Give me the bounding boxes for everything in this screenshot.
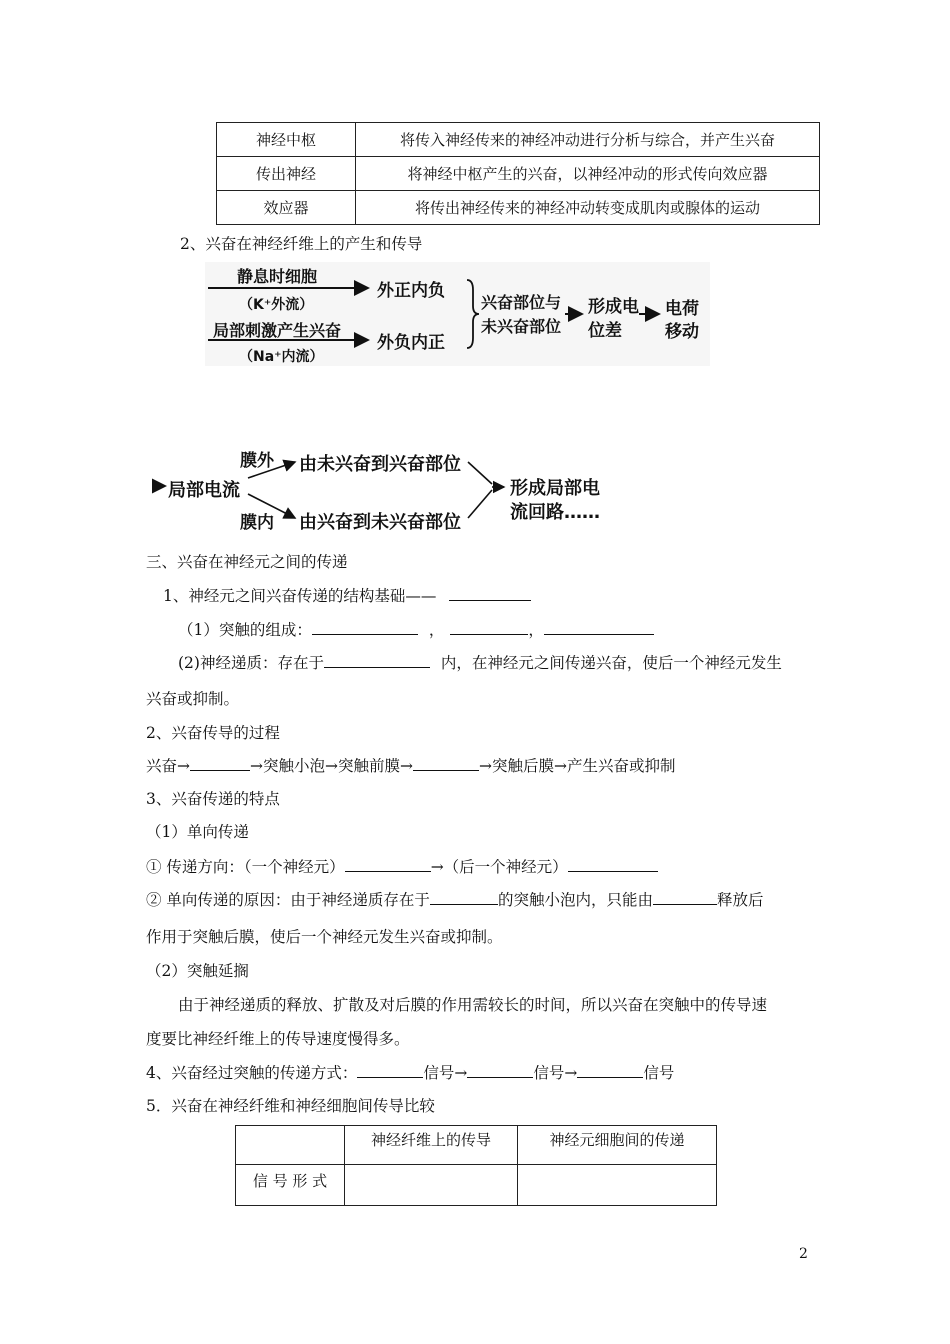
page-number: 2: [799, 1246, 808, 1262]
excited-part-label: 兴奋部位与: [481, 293, 562, 312]
process-line: [146, 754, 675, 776]
table-header: 神经元细胞间的传递: [518, 1126, 717, 1165]
separator: ，: [528, 621, 544, 639]
local-loop-label-1: 形成局部电: [510, 478, 600, 499]
question-text: 4、兴奋经过突触的传递方式：: [146, 1064, 358, 1082]
answer-blank[interactable]: [345, 856, 431, 872]
table-cell: 将神经中枢产生的兴奋，以神经冲动的形式传向效应器: [356, 157, 820, 191]
table-cell: 将传入神经传来的神经冲动进行分析与综合，并产生兴奋: [356, 123, 820, 157]
table-row: [217, 123, 820, 157]
question-line: [178, 651, 782, 673]
table-row: [217, 157, 820, 191]
potential-diff-label-1: 形成电: [588, 297, 639, 317]
table-cell: 效应器: [217, 191, 356, 225]
question-text: 兴奋或抑制。: [146, 690, 240, 708]
answer-blank[interactable]: [430, 889, 498, 905]
inside-direction-label: 由兴奋到未兴奋部位: [299, 512, 461, 533]
section-heading: 三、兴奋在神经元之间的传递: [146, 553, 348, 571]
question-text: 信号: [643, 1064, 675, 1082]
local-loop-label-2: 流回路……: [510, 502, 600, 523]
answer-blank[interactable]: [190, 755, 250, 771]
question-line: [146, 855, 658, 877]
question-line: [178, 618, 654, 640]
question-text: ① 传递方向：（一个神经元）: [146, 858, 345, 876]
paragraph-line: 由于神经递质的释放、扩散及对后膜的作用需较长的时间，所以兴奋在突触中的传导速: [178, 996, 768, 1014]
answer-blank[interactable]: [653, 889, 717, 905]
table-cell: 传出神经: [217, 157, 356, 191]
subsection-heading: （2）突触延搁: [146, 962, 249, 980]
answer-blank[interactable]: [449, 585, 531, 601]
question-line: [163, 584, 531, 606]
answer-blank[interactable]: [324, 652, 430, 668]
static-cell-label: 静息时细胞: [237, 267, 318, 286]
paragraph-line: 度要比神经纤维上的传导速度慢得多。: [146, 1030, 410, 1048]
question-line: [146, 1061, 674, 1083]
comparison-table: [235, 1125, 717, 1206]
question-text: (2)神经递质：存在于: [178, 654, 324, 672]
table-row: [217, 191, 820, 225]
answer-blank[interactable]: [544, 619, 654, 635]
answer-blank[interactable]: [450, 619, 528, 635]
answer-blank[interactable]: [577, 1062, 643, 1078]
charge-move-label-1: 电荷: [665, 299, 699, 319]
membrane-outside-label: 膜外: [240, 451, 274, 471]
question-text: →（后一个神经元）: [430, 858, 568, 876]
membrane-inside-label: 膜内: [240, 513, 274, 533]
resting-potential-label: 外正内负: [377, 281, 445, 301]
excitation-generation-diagram: [205, 262, 710, 366]
answer-cell[interactable]: [345, 1165, 518, 1206]
subsection-heading: （1）单向传递: [146, 823, 249, 841]
answer-cell[interactable]: [518, 1165, 717, 1206]
table-cell: 神经中枢: [217, 123, 356, 157]
action-potential-label: 外负内正: [377, 333, 445, 353]
question-text: 释放后: [716, 891, 764, 909]
table-row: [236, 1126, 717, 1165]
outside-direction-label: 由未兴奋到兴奋部位: [299, 454, 461, 475]
process-text: →突触后膜→产生兴奋或抑制: [478, 757, 676, 775]
section-heading: 3、兴奋传递的特点: [146, 790, 280, 808]
table-row-header: 信 号 形 式: [236, 1165, 345, 1206]
question-text: 信号→: [533, 1064, 578, 1082]
k-flow-label: （K⁺外流）: [239, 297, 314, 313]
process-text: 兴奋→: [146, 757, 190, 775]
answer-blank[interactable]: [413, 755, 479, 771]
question-text: 1、神经元之间兴奋传递的结构基础——: [163, 587, 437, 605]
answer-blank[interactable]: [357, 1062, 423, 1078]
question-text: （1）突触的组成：: [178, 621, 312, 639]
potential-diff-label-2: 位差: [588, 321, 622, 341]
table-header: 神经纤维上的传导: [345, 1126, 518, 1165]
table-cell: [236, 1126, 345, 1165]
table-cell: 将传出神经传来的神经冲动转变成肌肉或腺体的运动: [356, 191, 820, 225]
section-heading: 2、兴奋传导的过程: [146, 724, 280, 742]
separator: ，: [428, 621, 445, 639]
question-text: ② 单向传递的原因：由于神经递质存在于: [146, 891, 430, 909]
charge-move-label-2: 移动: [665, 322, 699, 342]
answer-blank[interactable]: [467, 1062, 533, 1078]
section-heading: 2、兴奋在神经纤维上的产生和传导: [180, 235, 423, 253]
local-current-label: 局部电流: [168, 480, 240, 501]
local-current-diagram: [152, 440, 622, 536]
unexcited-part-label: 未兴奋部位: [481, 317, 562, 336]
reflex-arc-table: [216, 122, 820, 225]
answer-blank[interactable]: [568, 856, 658, 872]
question-text: 作用于突触后膜，使后一个神经元发生兴奋或抑制。: [146, 928, 503, 946]
section-heading: 5．兴奋在神经纤维和神经细胞间传导比较: [146, 1097, 435, 1115]
question-text: 内，在神经元之间传递兴奋，使后一个神经元发生: [440, 654, 782, 672]
na-flow-label: （Na⁺内流）: [239, 349, 324, 365]
question-line: [146, 888, 763, 910]
process-text: →突触小泡→突触前膜→: [250, 757, 413, 775]
table-row: [236, 1165, 717, 1206]
question-text: 信号→: [423, 1064, 468, 1082]
question-text: 的突触小泡内，只能由: [497, 891, 653, 909]
stimulus-label: 局部刺激产生兴奋: [213, 321, 342, 340]
answer-blank[interactable]: [312, 619, 418, 635]
